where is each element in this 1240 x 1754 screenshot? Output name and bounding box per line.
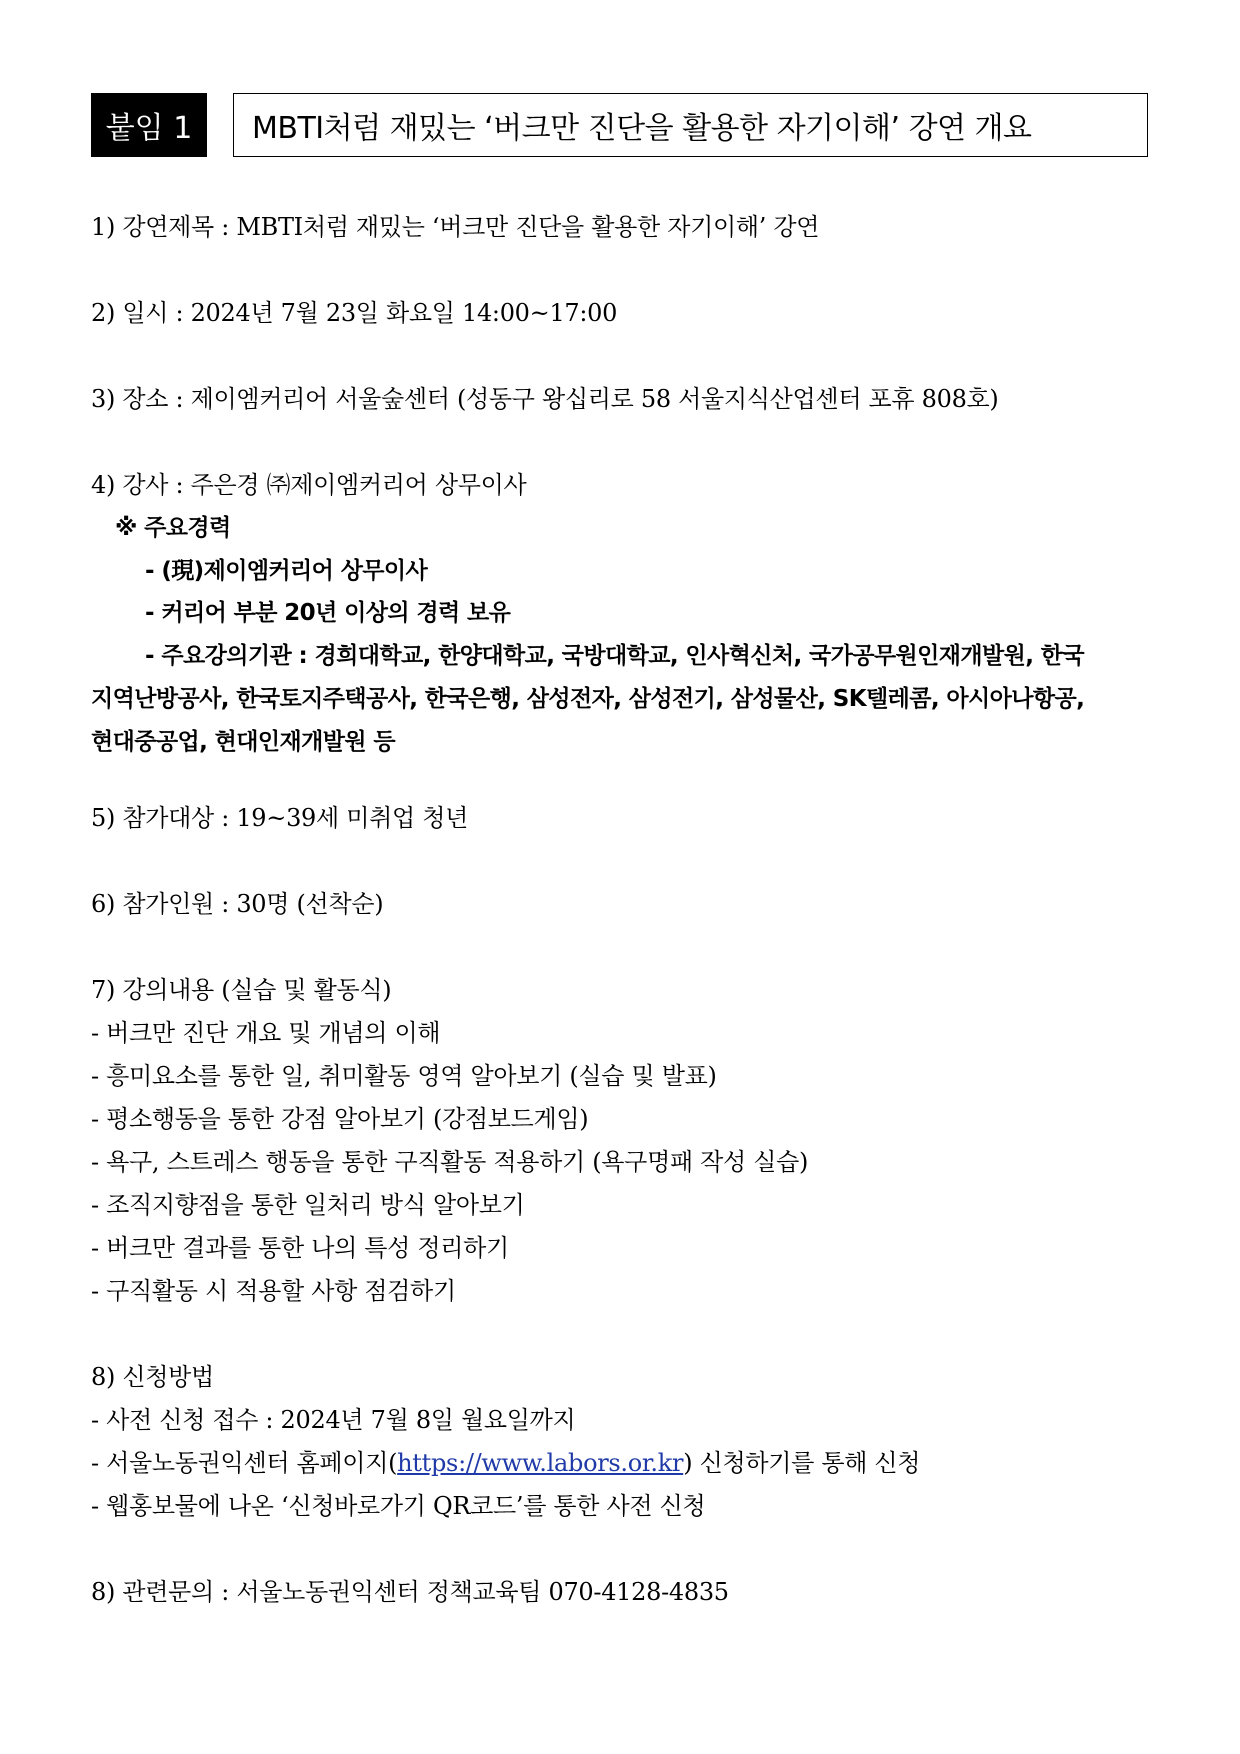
content-item: - 욕구, 스트레스 행동을 통한 구직활동 적용하기 (욕구명패 작성 실습) [91,1148,809,1176]
capacity-line: 6) 참가인원 : 30명 (선착순) [91,890,384,918]
career-item-continued: 현대중공업, 현대인재개발원 등 [91,729,395,755]
career-item-continued: 지역난방공사, 한국토지주택공사, 한국은행, 삼성전자, 삼성전기, 삼성물산, SK텔레콤, 아시아나항공, [91,686,1085,712]
apply-deadline: - 사전 신청 접수 : 2024년 7월 8일 월요일까지 [91,1406,576,1434]
document-header [91,93,1148,157]
place-line: 3) 장소 : 제이엠커리어 서울숲센터 (성동구 왕십리로 58 서울지식산업센터 포휴 808호) [91,385,999,413]
apply-homepage-suffix: ) 신청하기를 통해 신청 [683,1449,921,1477]
content-item: - 조직지향점을 통한 일처리 방식 알아보기 [91,1191,525,1219]
content-item: - 평소행동을 통한 강점 알아보기 (강점보드게임) [91,1105,589,1133]
date-line: 2) 일시 : 2024년 7월 23일 화요일 14:00~17:00 [91,299,618,327]
content-item: - 버크만 진단 개요 및 개념의 이해 [91,1019,441,1047]
lecture-title-line: 1) 강연제목 : MBTI처럼 재밌는 ‘버크만 진단을 활용한 자기이해’ 강연 [91,213,820,241]
career-item: - (現)제이엠커리어 상무이사 [145,558,428,584]
career-item: - 커리어 부분 20년 이상의 경력 보유 [145,600,511,626]
content-heading: 7) 강의내용 (실습 및 활동식) [91,976,392,1004]
contact-line: 8) 관련문의 : 서울노동권익센터 정책교육팀 070-4128-4835 [91,1578,729,1606]
content-item: - 버크만 결과를 통한 나의 특성 정리하기 [91,1234,509,1262]
apply-qr: - 웹홍보물에 나온 ‘신청바로가기 QR코드’를 통한 사전 신청 [91,1492,706,1520]
apply-heading: 8) 신청방법 [91,1363,214,1391]
apply-homepage-prefix: - 서울노동권익센터 홈페이지( [91,1449,398,1477]
target-line: 5) 참가대상 : 19~39세 미취업 청년 [91,804,468,832]
document-title: MBTI처럼 재밌는 ‘버크만 진단을 활용한 자기이해’ 강연 개요 [233,93,1148,157]
career-item: - 주요강의기관 : 경희대학교, 한양대학교, 국방대학교, 인사혁신처, 국가공무원인재개발원, 한국 [145,643,1084,669]
apply-homepage [91,1448,920,1478]
lecturer-line: 4) 강사 : 주은경 ㈜제이엠커리어 상무이사 [91,471,527,499]
attachment-badge: 붙임 1 [91,93,207,157]
content-item: - 흥미요소를 통한 일, 취미활동 영역 알아보기 (실습 및 발표) [91,1062,717,1090]
homepage-link[interactable]: https://www.labors.or.kr [397,1449,684,1477]
content-item: - 구직활동 시 적용할 사항 점검하기 [91,1277,456,1305]
career-heading: ※ 주요경력 [115,515,231,541]
